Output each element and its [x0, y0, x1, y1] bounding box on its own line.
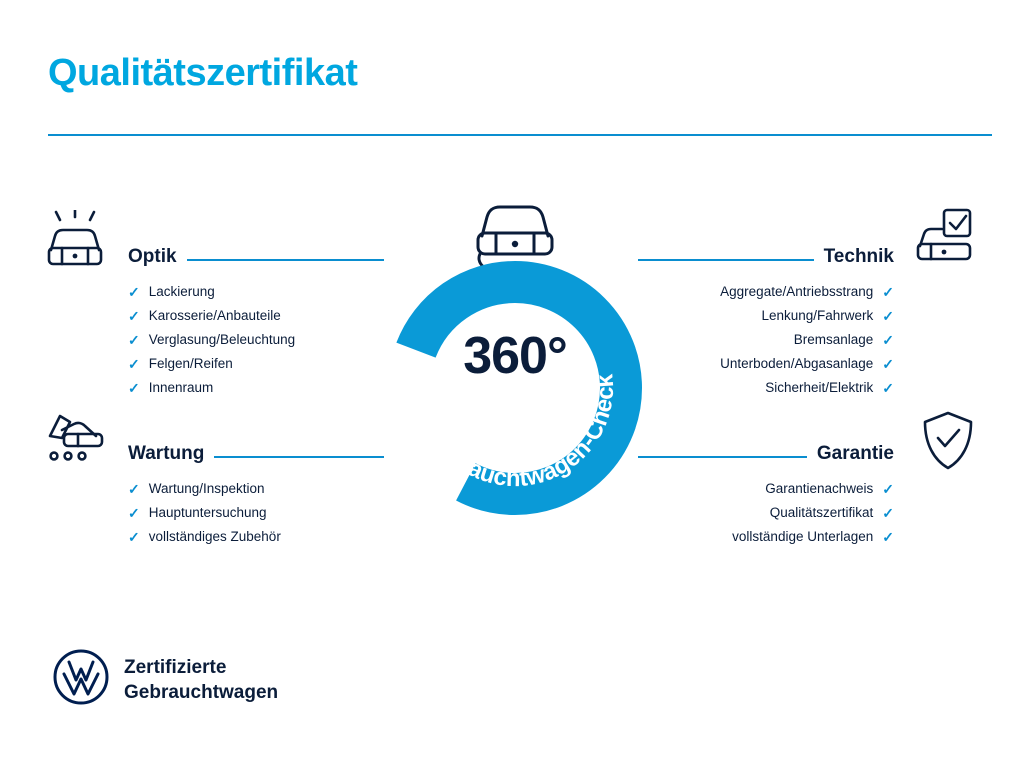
check-icon: ✓: [128, 308, 140, 324]
checklist: [128, 280, 384, 400]
footer-text: [124, 655, 278, 705]
vw-logo-icon: [52, 648, 110, 711]
check-icon: ✓: [128, 380, 140, 396]
check-icon: ✓: [128, 481, 140, 497]
car-polish-icon: [44, 210, 110, 279]
list-item: [128, 280, 384, 304]
list-item-label: Garantienachweis: [765, 481, 874, 496]
section-divider: [638, 259, 814, 261]
footer-line-1: Zertifizierte: [124, 656, 227, 678]
section-wartung: [128, 425, 384, 565]
list-item: [638, 352, 894, 376]
list-item: [128, 352, 384, 376]
section-title: Garantie: [816, 443, 894, 464]
check-icon: ✓: [128, 332, 140, 348]
badge-value: 360°: [463, 327, 567, 385]
section-title: Wartung: [128, 443, 205, 464]
section-divider: [187, 259, 384, 261]
car-lift-icon: [44, 408, 110, 473]
list-item: [128, 304, 384, 328]
list-item-label: Verglasung/Beleuchtung: [148, 332, 296, 347]
checklist: [638, 280, 894, 400]
section-title: Technik: [823, 246, 894, 267]
check-icon: ✓: [128, 505, 140, 521]
list-item: [128, 477, 384, 501]
page-title: Qualitätszertifikat: [48, 52, 358, 94]
check-icon: ✓: [882, 332, 894, 348]
footer-brand: [52, 648, 278, 711]
section-technik: [638, 228, 894, 416]
check-icon: ✓: [882, 308, 894, 324]
list-item: [638, 304, 894, 328]
check-badge: [374, 196, 656, 496]
section-header: [638, 425, 894, 465]
list-item-label: Innenraum: [148, 380, 214, 395]
list-item: [638, 501, 894, 525]
section-garantie: [638, 425, 894, 565]
list-item: [638, 477, 894, 501]
list-item: [128, 376, 384, 400]
list-item-label: Lackierung: [148, 284, 215, 299]
list-item: [638, 328, 894, 352]
section-header: [638, 228, 894, 268]
list-item: [638, 525, 894, 549]
check-icon: ✓: [882, 529, 894, 545]
check-icon: ✓: [882, 505, 894, 521]
checklist: [638, 477, 894, 549]
car-check-icon: [914, 208, 980, 275]
list-item: [128, 525, 384, 549]
shield-check-icon: [920, 410, 976, 477]
check-icon: ✓: [882, 481, 894, 497]
list-item-label: Aggregate/Antriebsstrang: [720, 284, 874, 299]
list-item-label: Sicherheit/Elektrik: [765, 380, 874, 395]
check-icon: ✓: [128, 529, 140, 545]
list-item-label: vollständiges Zubehör: [148, 529, 281, 544]
progress-ring: [385, 258, 645, 518]
check-icon: ✓: [128, 284, 140, 300]
list-item-label: Bremsanlage: [793, 332, 874, 347]
section-divider: [214, 456, 384, 458]
list-item: [128, 328, 384, 352]
section-header: [128, 425, 384, 465]
list-item-label: Karosserie/Anbauteile: [148, 308, 281, 323]
list-item-label: Felgen/Reifen: [148, 356, 233, 371]
section-divider: [638, 456, 807, 458]
list-item-label: Wartung/Inspektion: [148, 481, 265, 496]
check-icon: ✓: [128, 356, 140, 372]
section-title: Optik: [128, 246, 177, 267]
list-item-label: Unterboden/Abgasanlage: [720, 356, 874, 371]
list-item-label: Lenkung/Fahrwerk: [761, 308, 874, 323]
check-icon: ✓: [882, 380, 894, 396]
section-optik: [128, 228, 384, 416]
list-item: [128, 501, 384, 525]
ring-label: Gebrauchtwagen-Check: [422, 373, 620, 493]
list-item: [638, 280, 894, 304]
checklist: [128, 477, 384, 549]
list-item: [638, 376, 894, 400]
footer-line-2: Gebrauchtwagen: [124, 681, 279, 703]
list-item-label: Qualitätszertifikat: [769, 505, 874, 520]
list-item-label: Hauptuntersuchung: [148, 505, 267, 520]
check-icon: ✓: [882, 284, 894, 300]
section-header: [128, 228, 384, 268]
list-item-label: vollständige Unterlagen: [732, 529, 874, 544]
check-icon: ✓: [882, 356, 894, 372]
title-divider: [48, 134, 992, 136]
